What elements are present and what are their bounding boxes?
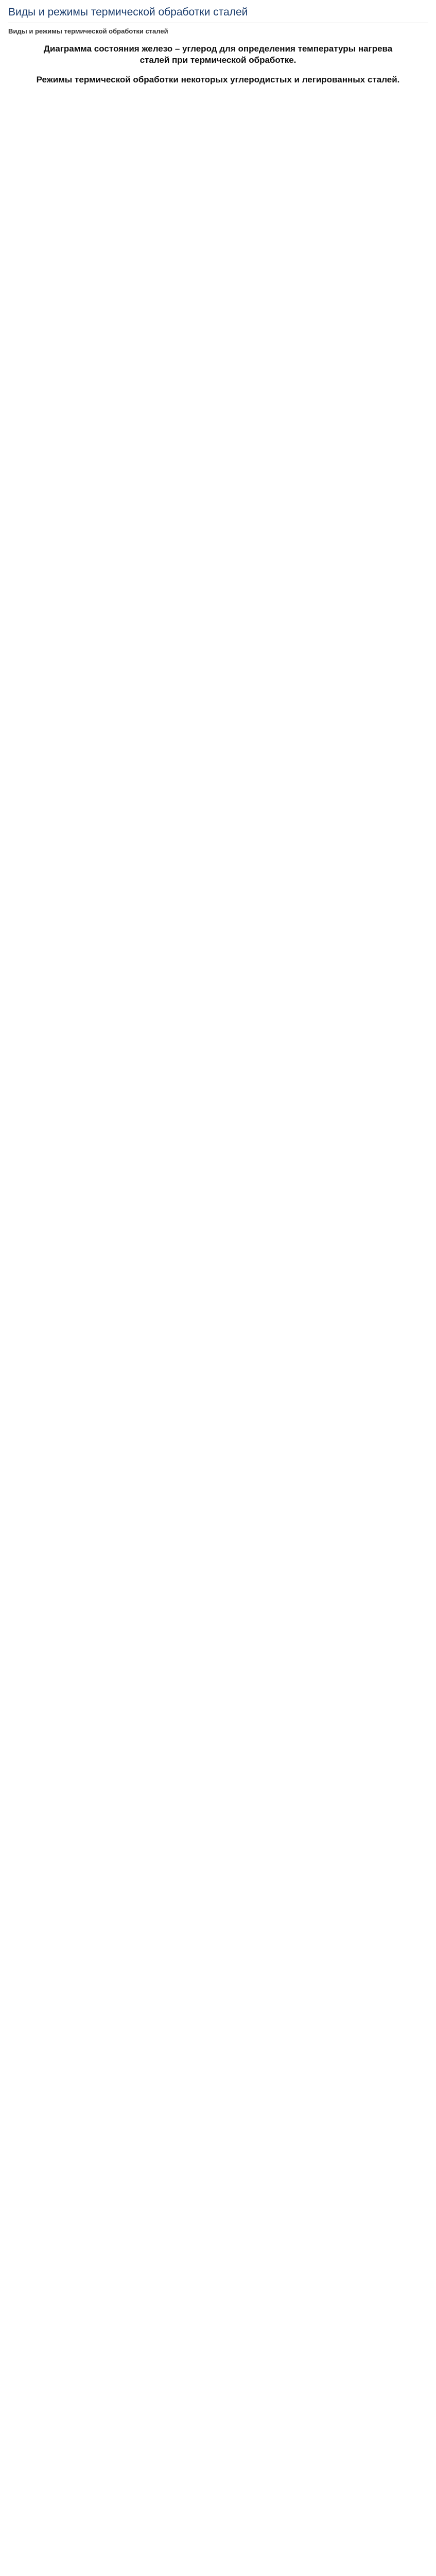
article-subheading: Виды и режимы термической обработки сталей [8, 27, 168, 35]
diagram-heading: Диаграмма состояния железо – углерод для определения температуры нагрева сталей при термической обработке. [43, 44, 393, 65]
article-page [0, 0, 436, 93]
table-heading: Режимы термической обработки некоторых углеродистых и легированных сталей. [36, 75, 400, 85]
page-title: Виды и режимы термической обработки сталей [8, 6, 428, 23]
